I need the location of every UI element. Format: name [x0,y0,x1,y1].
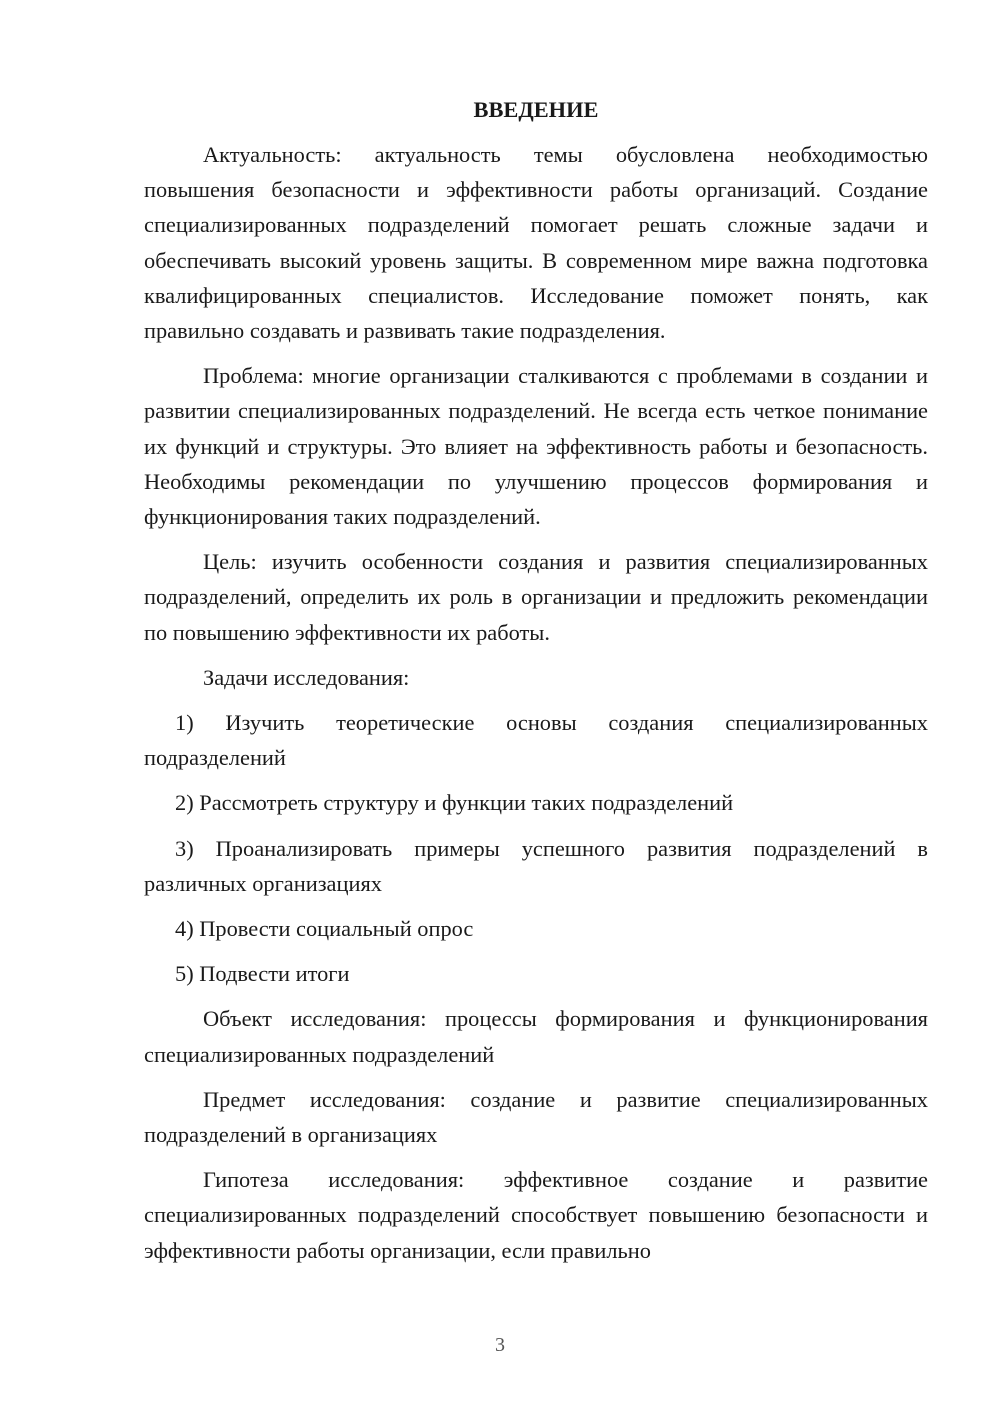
problem-paragraph: Проблема: многие организации сталкиваются с проблемами в создании и развитии специализированных подразделений. Не всегда есть четкое понимание их функций и структуры. Это влияет на эффективность работы и безопасность. Необходимы рекомендации по улучшению процессов формирования и функционирования таких подразделений. [144,363,928,530]
tasks-heading: Задачи исследования: [203,664,410,690]
task-item-3: 3) Проанализировать примеры успешного развития подразделений в различных организациях [144,835,928,896]
object-paragraph: Объект исследования: процессы формирования и функционирования специализированных подразделений [144,1006,928,1067]
goal-paragraph: Цель: изучить особенности создания и развития специализированных подразделений, определить их роль в организации и предложить рекомендации по повышению эффективности их работы. [144,549,928,645]
task-item-4: 4) Провести социальный опрос [175,916,474,942]
task-item-2: 2) Рассмотреть структуру и функции таких подразделений [175,790,734,816]
page-number: 3 [495,1334,505,1356]
section-title: ВВЕДЕНИЕ [473,97,599,122]
task-item-1: 1) Изучить теоретические основы создания специализированных подразделений [144,710,928,771]
hypothesis-paragraph: Гипотеза исследования: эффективное создание и развитие специализированных подразделений способствует повышению безопасности и эффективности работы организации, если правильно [144,1167,928,1263]
document-body [144,92,928,1278]
relevance-paragraph: Актуальность: актуальность темы обусловлена необходимостью повышения безопасности и эффективности работы организаций. Создание специализированных подразделений помогает решать сложные задачи и обеспечивать высокий уровень защиты. В современном мире важна подготовка квалифицированных специалистов. Исследование поможет понять, как правильно создавать и развивать такие подразделения. [144,142,928,344]
subject-paragraph: Предмет исследования: создание и развитие специализированных подразделений в организациях [144,1086,928,1148]
task-item-5: 5) Подвести итоги [175,961,350,987]
